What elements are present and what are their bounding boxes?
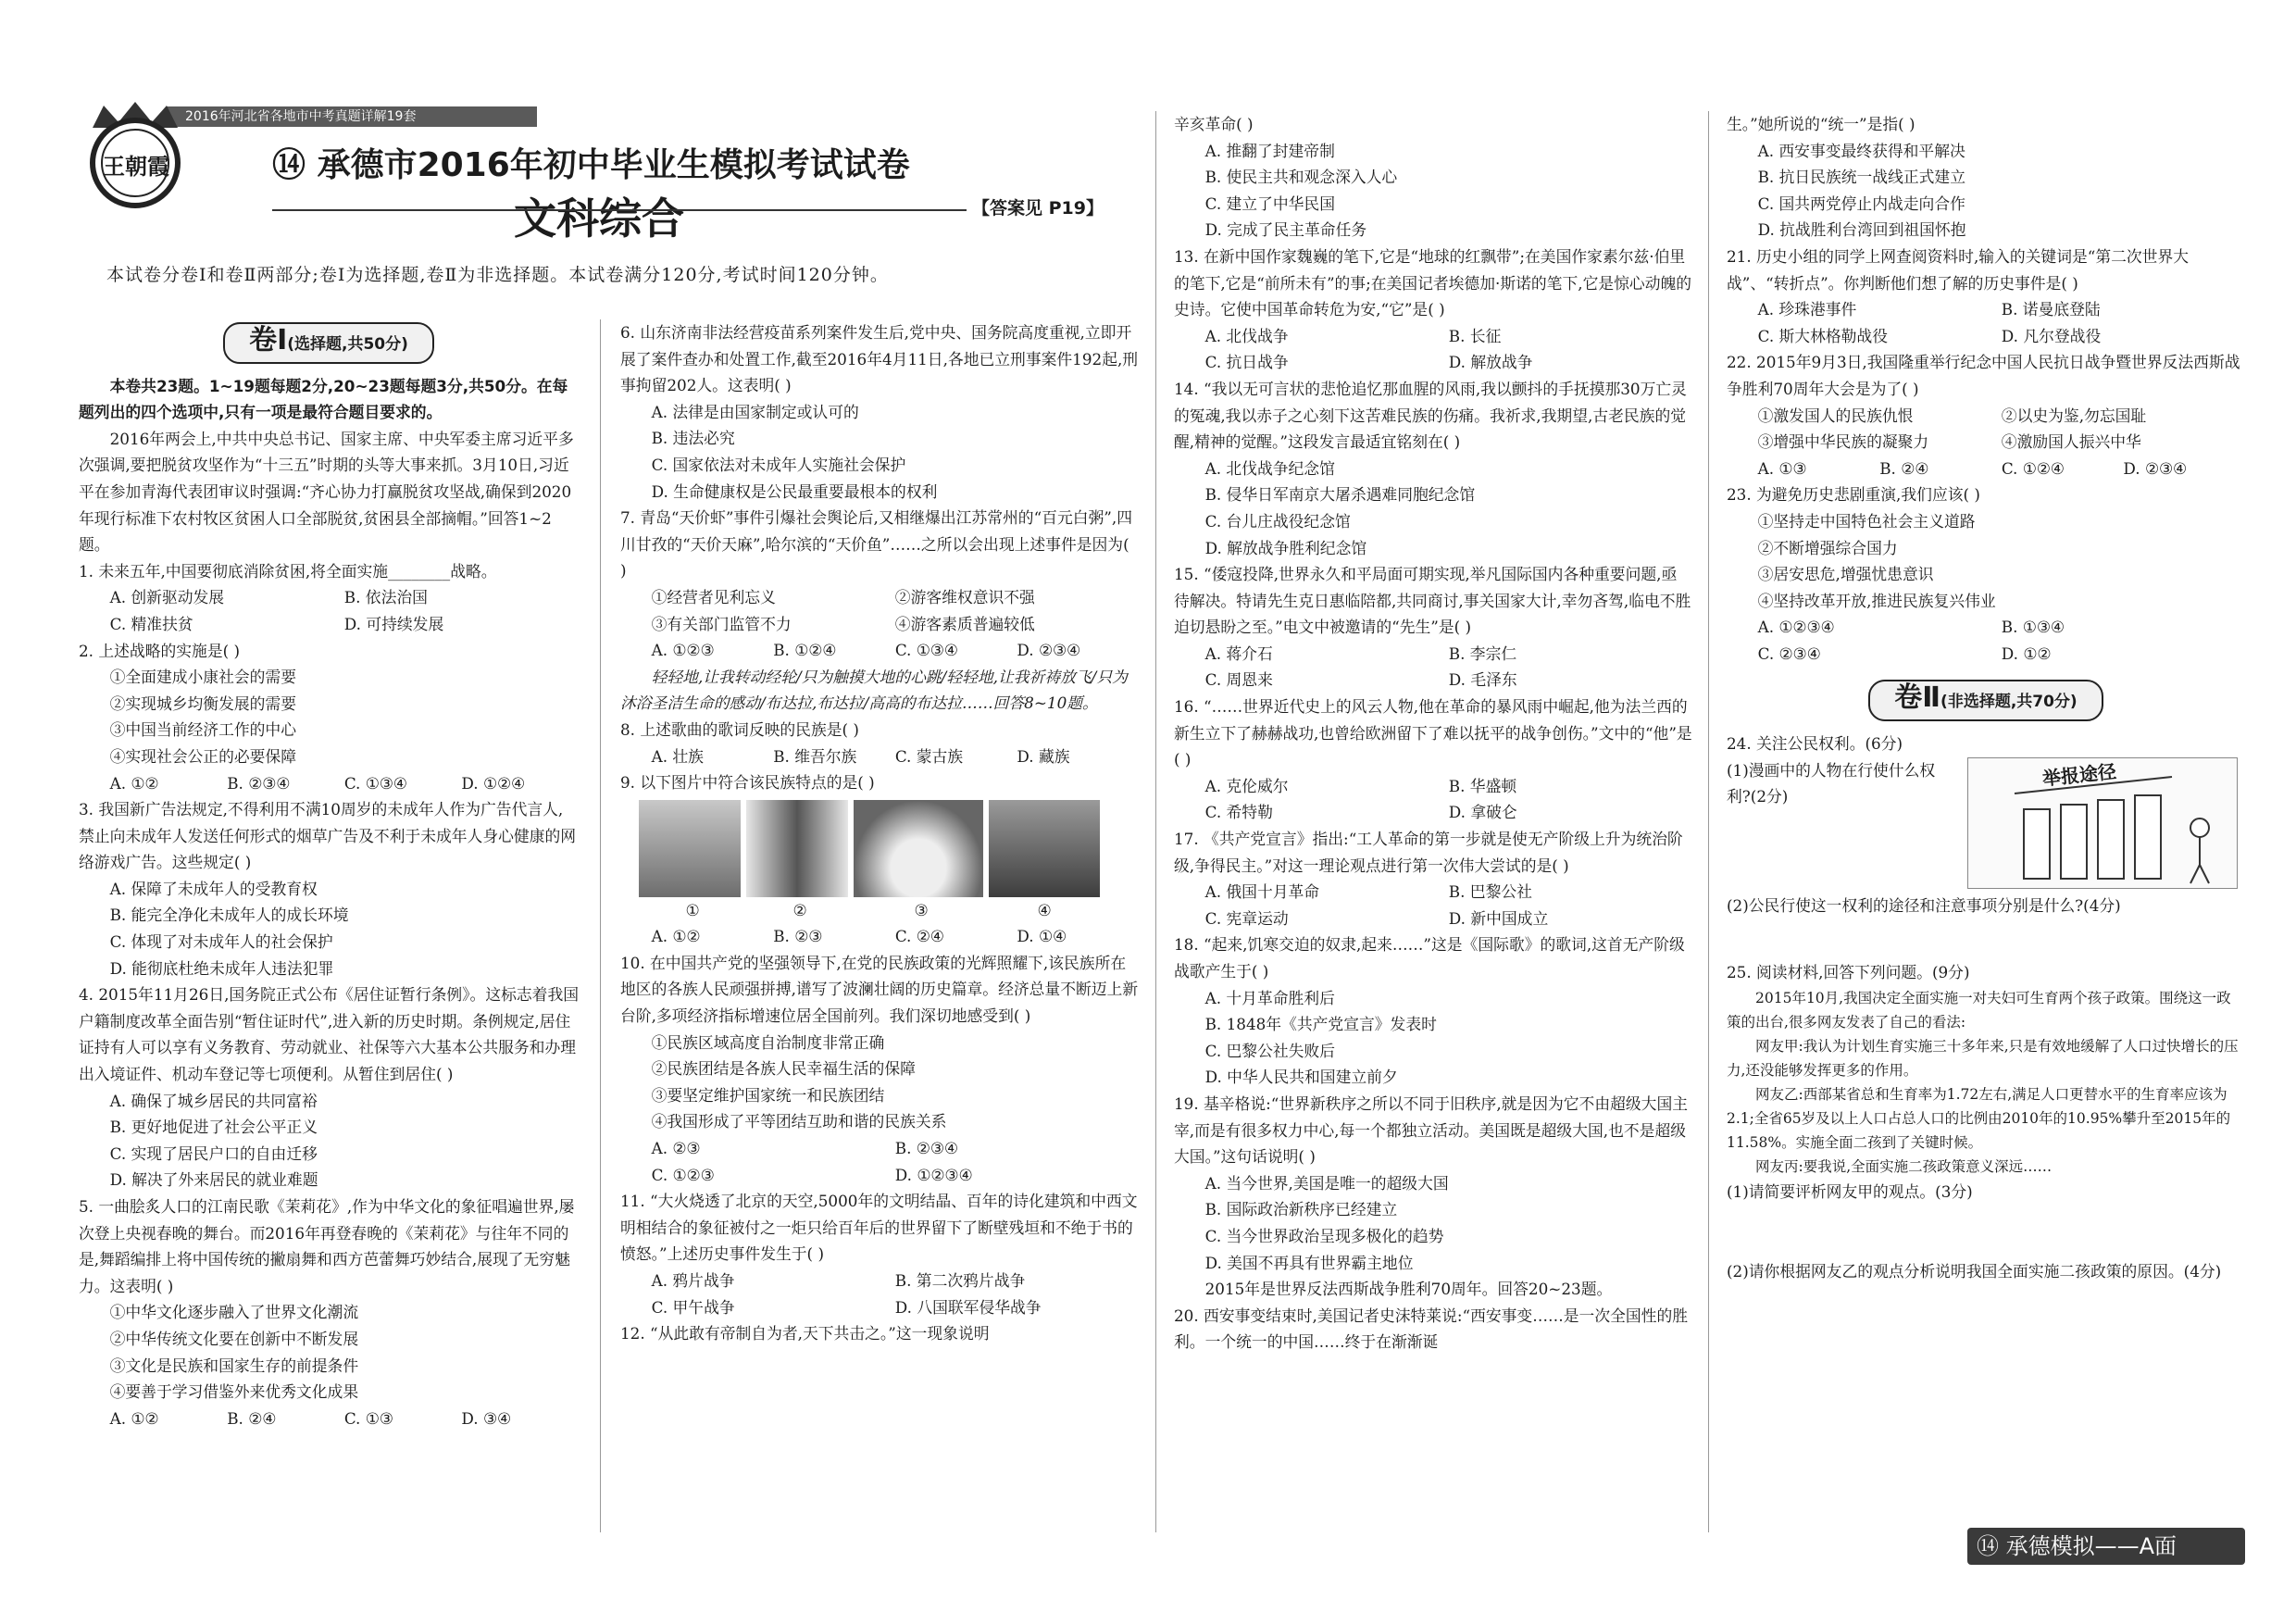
q3-option: D. 能彻底杜绝未成年人违法犯罪 xyxy=(109,958,334,978)
q2-options: A. ①② B. ②③④ C. ①③④ D. ①②④ xyxy=(109,773,526,793)
question-13: 13. 在新中国作家魏巍的笔下,它是“地球的红飘带”;在美国作家素尔兹·伯里的笔下,它是“前所未有”的事;在美国记者埃德加·斯诺的笔下,它是惊心动魄的史诗。它使中国革命转危为安,“它”是( ) xyxy=(1174,246,1692,319)
column-divider xyxy=(1708,111,1709,1532)
q22-items: ③增强中华民族的凝聚力 ④激励国人振兴中华 xyxy=(1757,432,2141,452)
q2-item: ④实现社会公正的必要保障 xyxy=(109,746,296,766)
question-25-1: (1)请简要评析网友甲的观点。(3分) xyxy=(1727,1181,1973,1201)
question-12: 12. “从此敢有帝制自为者,天下共击之。”这一现象说明 xyxy=(620,1324,990,1343)
q18-option: B. 1848年《共产党宣言》发表时 xyxy=(1204,1015,1437,1034)
question-12-continued: 辛亥革命( ) xyxy=(1174,115,1254,133)
question-3: 3. 我国新广告法规定,不得利用不满10周岁的未成年人作为广告代言人,禁止向未成年人发送任何形式的烟草广告及不利于未成年人身心健康的网络游戏广告。这些规定( ) xyxy=(79,800,577,872)
q6-option: D. 生命健康权是公民最重要最根本的权利 xyxy=(651,481,938,501)
crown-logo-icon xyxy=(76,100,194,211)
exam-instructions: 本试卷分卷Ⅰ和卷Ⅱ两部分;卷Ⅰ为选择题,卷Ⅱ为非选择题。本试卷满分120分,考试时间120分钟。 xyxy=(106,265,889,285)
answer-reference: 【答案见 P19】 xyxy=(972,198,1104,219)
logo-name: 王朝霞 xyxy=(103,153,169,180)
q14-option: A. 北伐战争纪念馆 xyxy=(1204,458,1335,478)
footer-page-label: ⑭ 承德模拟——A面 xyxy=(1967,1528,2245,1565)
q3-option: A. 保障了未成年人的受教育权 xyxy=(109,879,318,898)
q18-option: D. 中华人民共和国建立前夕 xyxy=(1204,1068,1398,1087)
q15-options: A. 蒋介石 B. 李宗仁 xyxy=(1204,644,1517,663)
question-19: 19. 基辛格说:“世界新秩序之所以不同于旧秩序,就是因为它不由超级大国主宰,而是有很多权力中心,每一个都独立活动。美国既是超级大国,也不是超级大国。”这句话说明( ) xyxy=(1174,1093,1689,1167)
material-1: 2016年两会上,中共中央总书记、国家主席、中央军委主席习近平多次强调,要把脱贫攻坚作为“十三五”时期的头等大事来抓。3月10日,习近平在参加青海代表团审议时强调:“齐心协力打赢脱贫攻坚战,确保到2020年现行标准下农村牧区贫困人口全部脱贫,贫困县全部摘帽。”回答1~2题。 xyxy=(79,429,574,555)
title-rule xyxy=(272,209,967,211)
question-14: 14. “我以无可言状的悲怆追忆那血腥的风雨,我以颤抖的手抚摸那30万亡灵的冤魂,我以赤子之心刻下这苦难民族的伤痛。我祈求,我期望,古老民族的觉醒,精神的觉醒。”这段发言最适宜铭刻在( ) xyxy=(1174,379,1687,452)
q20-option: C. 国共两党停止内战走向合作 xyxy=(1757,194,1965,213)
q25-material-2: 网友甲:我认为计划生育实施三十多年来,只是有效地缓解了人口过快增长的压力,还没能够发挥更多的作用。 xyxy=(1727,1037,2239,1079)
q17-options: C. 宪章运动 D. 新中国成立 xyxy=(1204,908,1549,928)
q14-option: B. 侵华日军南京大屠杀遇难同胞纪念馆 xyxy=(1204,485,1476,505)
column-4 xyxy=(1727,111,2245,1285)
q14-option: D. 解放战争胜利纪念馆 xyxy=(1204,538,1367,557)
q13-options: C. 抗日战争 D. 解放战争 xyxy=(1204,353,1533,372)
q16-options: C. 希特勒 D. 拿破仑 xyxy=(1204,803,1517,822)
column-divider xyxy=(600,319,601,1532)
question-1: 1. 未来五年,中国要彻底消除贫困,将全面实施________战略。 xyxy=(79,561,497,581)
q13-options: A. 北伐战争 B. 长征 xyxy=(1204,326,1502,345)
question-24-2: (2)公民行使这一权利的途径和注意事项分别是什么?(4分) xyxy=(1727,895,2121,915)
q5-options: A. ①② B. ②④ C. ①③ D. ③④ xyxy=(109,1408,512,1428)
q19-option: B. 国际政治新秩序已经建立 xyxy=(1204,1200,1398,1219)
q2-item: ③中国当前经济工作的中心 xyxy=(109,720,296,740)
q4-option: D. 解决了外来居民的就业难题 xyxy=(109,1170,318,1190)
q7-items: ③有关部门监管不力 ④游客素质普遍较低 xyxy=(651,614,1035,633)
q10-item: ④我国形成了平等团结互助和谐的民族关系 xyxy=(651,1112,947,1131)
q10-options: A. ②③ B. ②③④ xyxy=(651,1139,958,1158)
q15-options: C. 周恩来 D. 毛泽东 xyxy=(1204,670,1517,690)
question-20-continued: 生。”她所说的“统一”是指( ) xyxy=(1727,115,1915,133)
q25-material-1: 2015年10月,我国决定全面实施一对夫妇可生育两个孩子政策。围绕这一政策的出台,很多网友发表了自己的看法: xyxy=(1727,989,2231,1031)
question-5: 5. 一曲脍炙人口的江南民歌《茉莉花》,作为中华文化的象征唱遍世界,屡次登上央视春晚的舞台。而2016年再登春晚的《茉莉花》与往年不同的是,舞蹈编排上将中国传统的撇扇舞和西方芭蕾舞巧妙结合,展现了无穷魅力。这表明( ) xyxy=(79,1197,575,1295)
yurt-photo-icon xyxy=(854,800,983,897)
material-20: 2015年是世界反法西斯战争胜利70周年。回答20~23题。 xyxy=(1204,1280,1613,1299)
q5-item: ④要善于学习借鉴外来优秀文化成果 xyxy=(109,1382,359,1402)
question-17: 17. 《共产党宣言》指出:“工人革命的第一步就是使无产阶级上升为统治阶级,争得民主。”对这一理论观点进行第一次伟大尝试的是( ) xyxy=(1174,830,1683,875)
q20-option: D. 抗战胜利台湾回到祖国怀抱 xyxy=(1757,220,1966,240)
q9-picture-labels: ① ② ③ ④ xyxy=(685,900,1052,919)
question-23: 23. 为避免历史悲剧重演,我们应该( ) xyxy=(1727,485,1980,505)
q23-item: ③居安思危,增强忧患意识 xyxy=(1757,565,1934,584)
subject-title: 文科综合 xyxy=(514,194,684,244)
exam-title: ⑭ 承德市2016年初中毕业生模拟考试试卷 xyxy=(272,146,910,184)
q23-item: ①坚持走中国特色社会主义道路 xyxy=(1757,511,1976,531)
q18-option: A. 十月革命胜利后 xyxy=(1204,988,1335,1007)
part1-intro: 本卷共23题。1~19题每题2分,20~23题每题3分,共50分。在每题列出的四个选项中,只有一项是最符合题目要求的。 xyxy=(79,376,568,422)
q21-options: A. 珍珠港事件 B. 诺曼底登陆 xyxy=(1757,300,2101,319)
question-7: 7. 青岛“天价虾”事件引爆社会舆论后,又相继爆出江苏常州的“百元白粥”,四川甘孜的“天价天麻”,哈尔滨的“天价鱼”……之所以会出现上述事件是因为( ) xyxy=(620,508,1132,581)
question-15: 15. “倭寇投降,世界永久和平局面可期实现,举凡国际国内各种重要问题,亟待解决。特请先生克日惠临陪都,共同商讨,事关国家大计,幸勿吝驾,临电不胜迫切悬盼之至。”电文中被邀请的“先生”是( ) xyxy=(1174,565,1691,637)
q6-option: B. 违法必究 xyxy=(651,429,735,448)
q20-option: B. 抗日民族统一战线正式建立 xyxy=(1757,168,1965,187)
q2-item: ②实现城乡均衡发展的需要 xyxy=(109,694,296,713)
footer-page-number: ⑭ xyxy=(1977,1533,1999,1559)
song-lyrics: 轻轻地,让我转动经轮/只为触摸大地的心跳/轻轻地,让我祈祷放飞/只为沐浴圣洁生命的感动/布达拉,布达拉/高高的布达拉……回答8~10题。 xyxy=(620,667,1128,713)
q4-option: A. 确保了城乡居民的共同富裕 xyxy=(109,1091,318,1110)
q11-options: C. 甲午战争 D. 八国联军侵华战争 xyxy=(651,1297,1042,1317)
q12-option: A. 推翻了封建帝制 xyxy=(1204,141,1335,160)
q21-options: C. 斯大林格勒战役 D. 凡尔登战役 xyxy=(1757,326,2102,345)
q3-option: B. 能完全净化未成年人的成长环境 xyxy=(109,906,349,925)
q9-options: A. ①② B. ②③ C. ②④ D. ①④ xyxy=(651,927,1067,946)
q7-options: A. ①②③ B. ①②④ C. ①③④ D. ②③④ xyxy=(651,641,1081,660)
exam-number: ⑭ xyxy=(272,146,306,184)
q4-option: B. 更好地促进了社会公平正义 xyxy=(109,1118,318,1137)
q12-option: B. 使民主共和观念深入人心 xyxy=(1204,168,1398,187)
column-2 xyxy=(620,319,1139,1347)
q22-options: A. ①③ B. ②④ C. ①②④ D. ②③④ xyxy=(1757,458,2188,478)
q3-option: C. 体现了对未成年人的社会保护 xyxy=(109,932,333,952)
question-11: 11. “大火烧透了北京的天空,5000年的文明结晶、百年的诗化建筑和中西文明相结合的象征被付之一炬只给百年后的世界留下了断壁残垣和不绝于书的愤怒。”上述历史事件发生于( ) xyxy=(620,1192,1138,1264)
q19-option: C. 当今世界政治呈现多极化的趋势 xyxy=(1204,1226,1444,1245)
costume-photo-icon xyxy=(746,800,848,897)
q20-option: A. 西安事变最终获得和平解决 xyxy=(1757,141,1965,160)
q1-options: A. 创新驱动发展 B. 依法治国 xyxy=(109,588,428,607)
q1-options: C. 精准扶贫 D. 可持续发展 xyxy=(109,614,444,633)
q5-item: ①中华文化逐步融入了世界文化潮流 xyxy=(109,1303,359,1322)
question-25: 25. 阅读材料,回答下列问题。(9分) xyxy=(1727,963,1970,982)
tibet-photo-icon xyxy=(639,800,741,897)
cartoon-report-icon xyxy=(1967,757,2238,889)
q10-options: C. ①②③ D. ①②③④ xyxy=(651,1165,973,1184)
q5-item: ③文化是民族和国家生存的前提条件 xyxy=(109,1356,359,1375)
q8-options: A. 壮族 B. 维吾尔族 C. 蒙古族 D. 藏族 xyxy=(651,746,1070,766)
q17-options: A. 俄国十月革命 B. 巴黎公社 xyxy=(1204,882,1532,902)
question-10: 10. 在中国共产党的坚强领导下,在党的民族政策的光辉照耀下,该民族所在地区的各族人民顽强拼搏,谱写了波澜壮阔的历史篇章。经济总量不断迈上新台阶,多项经济指标增速位居全国前列。我们深切地感受到( ) xyxy=(620,953,1139,1026)
question-2: 2. 上述战略的实施是( ) xyxy=(79,641,241,660)
q12-option: D. 完成了民主革命任务 xyxy=(1204,220,1367,240)
question-24: 24. 关注公民权利。(6分) xyxy=(1727,734,1903,754)
question-22: 22. 2015年9月3日,我国隆重举行纪念中国人民抗日战争暨世界反法西斯战争胜利70周年大会是为了( ) xyxy=(1727,353,2240,398)
q9-pictures xyxy=(639,800,1139,897)
question-21: 21. 历史小组的同学上网查阅资料时,输入的关键词是“第二次世界大战”、“转折点”。你判断他们想了解的历史事件是( ) xyxy=(1727,246,2190,293)
q25-material-4: 网友丙:要我说,全面实施二孩政策意义深远…… xyxy=(1755,1157,2053,1175)
q4-option: C. 实现了居民户口的自由迁移 xyxy=(109,1143,318,1163)
q18-option: C. 巴黎公社失败后 xyxy=(1204,1041,1335,1060)
q7-items: ①经营者见利忘义 ②游客维权意识不强 xyxy=(651,587,1035,606)
q10-item: ②民族团结是各族人民幸福生活的保障 xyxy=(651,1059,916,1079)
question-4: 4. 2015年11月26日,国务院正式公布《居住证暂行条例》。这标志着我国户籍制度改革全面告别“暂住证时代”,进入新的历史时期。条例规定,居住证持有人可以享有义务教育、劳动就业、社保等六大基本公共服务和办理出入境证件、机动车登记等七项便利。从暂住到居住( ) xyxy=(79,985,580,1084)
question-8: 8. 上述歌曲的歌词反映的民族是( ) xyxy=(620,719,859,739)
question-24-1: (1)漫画中的人物在行使什么权利?(2分) xyxy=(1727,760,1936,806)
q24-block xyxy=(1727,757,2245,889)
q2-item: ①全面建成小康社会的需要 xyxy=(109,668,296,687)
q14-option: C. 台儿庄战役纪念馆 xyxy=(1204,511,1351,531)
question-20: 20. 西安事变结束时,美国记者史沫特莱说:“西安事变……是一次全国性的胜利。一个统一的中国……终于在渐渐诞 xyxy=(1174,1306,1689,1352)
q23-options: C. ②③④ D. ①② xyxy=(1757,644,2052,663)
question-25-2: (2)请你根据网友乙的观点分析说明我国全面实施二孩政策的原因。(4分) xyxy=(1727,1262,2222,1281)
question-18: 18. “起来,饥寒交迫的奴隶,起来……”这是《国际歌》的歌词,这首无产阶级战歌产生于( ) xyxy=(1174,935,1685,981)
q23-options: A. ①②③④ B. ①③④ xyxy=(1757,618,2065,637)
q10-item: ③要坚定维护国家统一和民族团结 xyxy=(651,1085,885,1105)
q6-option: A. 法律是由国家制定或认可的 xyxy=(651,402,859,421)
q22-items: ①激发国人的民族仇恨 ②以史为鉴,勿忘国耻 xyxy=(1757,406,2147,425)
q12-option: C. 建立了中华民国 xyxy=(1204,194,1335,213)
series-banner: 2016年河北省各地市中考真题详解19套 xyxy=(167,106,537,127)
q10-item: ①民族区域高度自治制度非常正确 xyxy=(651,1032,885,1052)
question-9: 9. 以下图片中符合该民族特点的是( ) xyxy=(620,773,875,793)
q11-options: A. 鸦片战争 B. 第二次鸦片战争 xyxy=(651,1271,1026,1290)
cartoon-sign: 举报途径 xyxy=(2040,759,2118,790)
q16-options: A. 克伦威尔 B. 华盛顿 xyxy=(1204,776,1517,795)
part1-heading: 卷Ⅰ(选择题,共50分) xyxy=(79,322,579,364)
column-3 xyxy=(1174,111,1692,1356)
q6-option: C. 国家依法对未成年人实施社会保护 xyxy=(651,455,906,474)
q23-item: ④坚持改革开放,推进民族复兴伟业 xyxy=(1757,591,1996,610)
column-1 xyxy=(79,315,579,1431)
part2-heading: 卷Ⅱ(非选择题,共70分) xyxy=(1727,680,2245,721)
q5-item: ②中华传统文化要在创新中不断发展 xyxy=(109,1329,359,1348)
q19-option: D. 美国不再具有世界霸主地位 xyxy=(1204,1253,1414,1272)
question-6: 6. 山东济南非法经营疫苗系列案件发生后,党中央、国务院高度重视,立即开展了案件查办和处置工作,截至2016年4月11日,各地已立刑事案件192起,刑事拘留202人。这表明( ) xyxy=(620,323,1139,395)
question-16: 16. “……世界近代史上的风云人物,他在革命的暴风雨中崛起,他为法兰西的新生立下了赫赫战功,也曾给欧洲留下了难以抚平的战争创伤。”文中的“他”是( ) xyxy=(1174,697,1692,769)
q23-item: ②不断增强综合国力 xyxy=(1757,538,1898,557)
wrestling-photo-icon xyxy=(989,800,1100,897)
q25-material-3: 网友乙:西部某省总和生育率为1.72左右,满足人口更替水平的生育率应该为2.1;全省65岁及以上人口占总人口的比例由2010年的10.95%攀升至2015年的11.58%。实施全面二孩到了关键时候。 xyxy=(1727,1085,2231,1151)
q19-option: A. 当今世界,美国是唯一的超级大国 xyxy=(1204,1173,1449,1193)
column-divider xyxy=(1155,111,1156,1532)
